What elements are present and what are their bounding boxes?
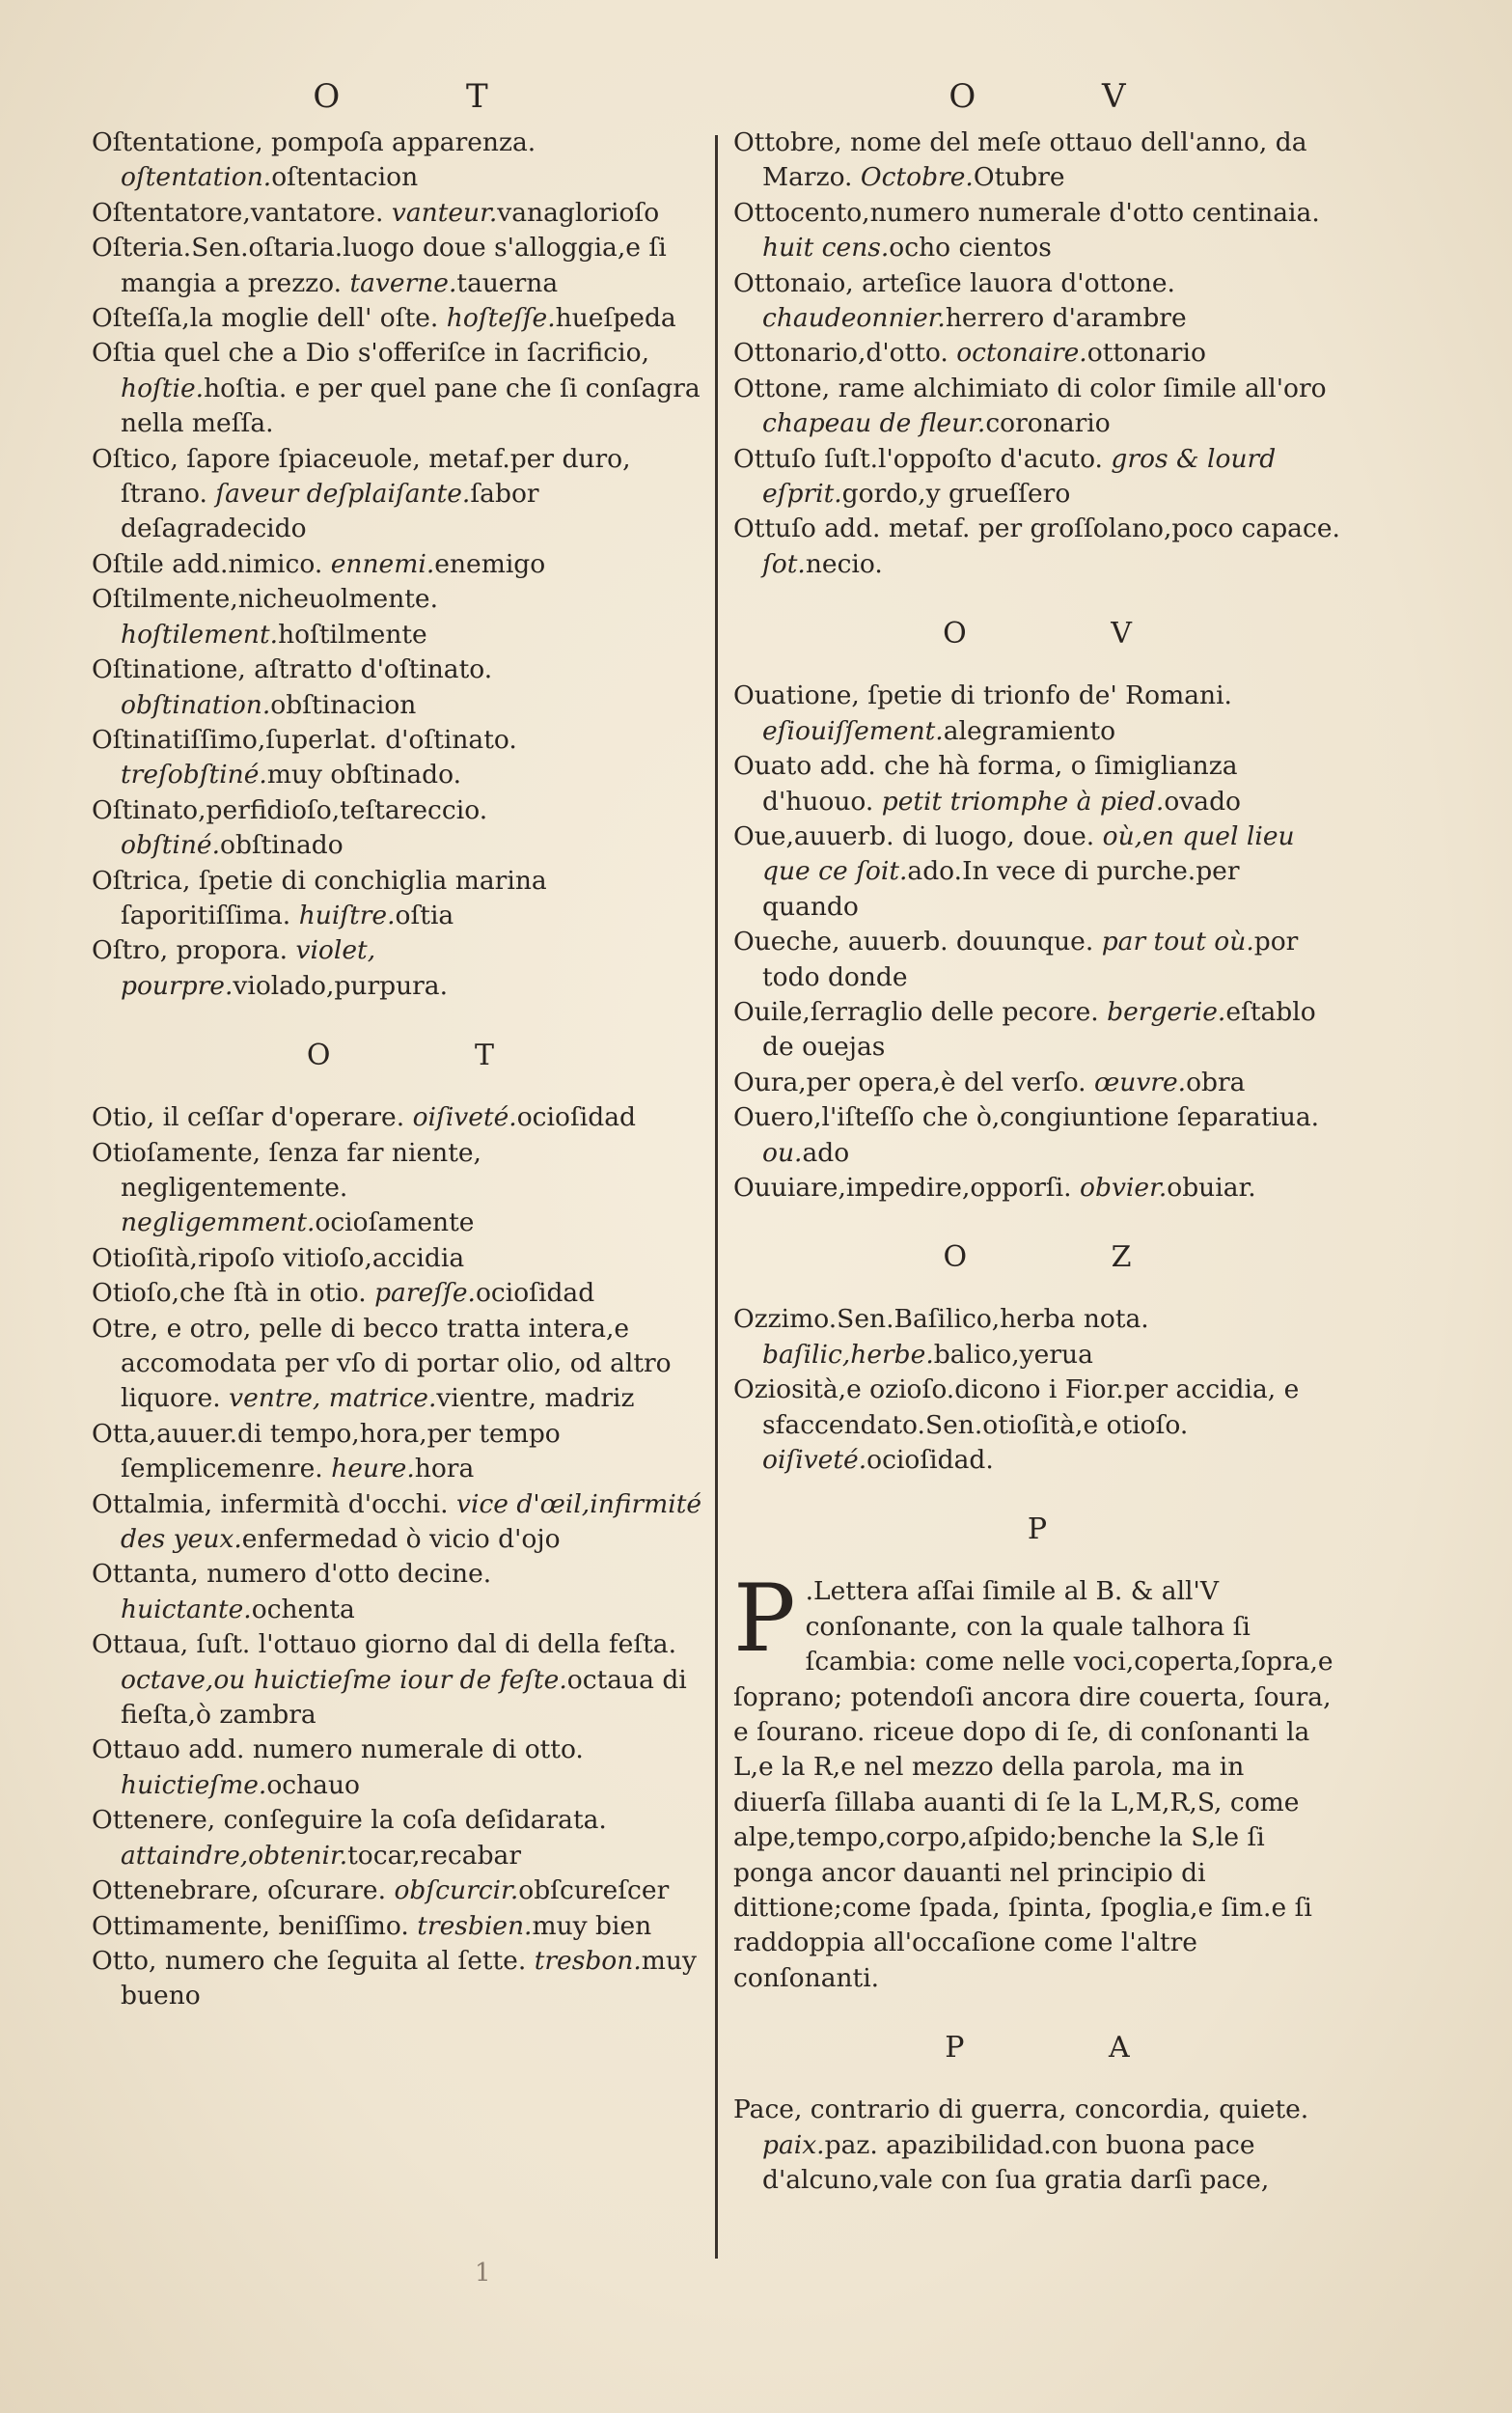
dictionary-entry (733, 1066, 1341, 1100)
entry-spanish: hoſtia. e per quel pane che ſi conſagra nella meſſa. (121, 373, 701, 439)
entry-italian: Otioſo,che ſtà in otio. (92, 1278, 367, 1309)
dictionary-entry (92, 793, 709, 864)
entry-spanish: ocioſidad (475, 1278, 595, 1309)
entry-spanish: ſabor deſagradecido (121, 479, 539, 544)
entry-italian: Oſtico, ſapore ſpiaceuole, metaf.per duro, ſtrano. (92, 443, 631, 510)
running-header-left: O T (313, 77, 546, 116)
entry-french: hoſteſſe. (446, 303, 556, 334)
dictionary-entry (733, 125, 1341, 196)
entry-french: pareſſe. (374, 1278, 476, 1309)
dictionary-entry (92, 1487, 709, 1558)
entry-spanish: coronario (985, 408, 1111, 439)
dictionary-entry (733, 925, 1341, 995)
dictionary-entry (92, 1909, 709, 1944)
entry-italian: Otta,auuer.di tempo,hora,per tempo ſemplicemenre. (92, 1418, 561, 1484)
entry-spanish: alegramiento (943, 715, 1116, 746)
dictionary-entry (733, 819, 1341, 925)
entry-italian: Oſtinatiſſimo,ſuperlat. d'oſtinato. (92, 724, 517, 755)
entry-italian: Oſtia quel che a Dio s'offeriſce in ſacrificio, (92, 338, 650, 369)
dictionary-entry (92, 1417, 709, 1487)
dictionary-entry (92, 723, 709, 793)
entry-french: hoſtie. (121, 373, 205, 403)
page-mark: 1 (475, 2259, 491, 2288)
entry-spanish: tocar,recabar (347, 1840, 522, 1871)
entry-italian: Ottenebrare, oſcurare. (92, 1875, 386, 1906)
entry-spanish: vanaglorioſo (497, 197, 660, 228)
entry-spanish: tauerna (456, 267, 559, 298)
entry-french: paix. (762, 2129, 825, 2160)
entry-french: baſilic,herbe. (762, 1339, 934, 1370)
dictionary-entry (92, 1136, 709, 1241)
entry-spanish: ocioſidad. (866, 1445, 994, 1475)
section-heading: O T (306, 1039, 563, 1073)
entry-spanish: enfermedad ò vicio d'ojo (241, 1524, 561, 1555)
entry-italian: Ouatione, ſpetie di trionfo de' Romani. (733, 680, 1232, 711)
entry-italian: Ottone, rame alchimiato di color ſimile all'oro (733, 373, 1327, 403)
entry-italian: Ottuſo add. metaf. per groſſolano,poco capace. (733, 513, 1340, 544)
entry-french: chapeau de fleur. (762, 408, 986, 439)
dictionary-entry (733, 1373, 1341, 1478)
dictionary-entry (92, 864, 709, 934)
entry-italian: Ottuſo ſuſt.l'oppoſto d'acuto. (733, 443, 1103, 474)
entry-italian: Ottonaio, arteſice lauora d'ottone. (733, 267, 1175, 298)
entry-italian: Oura,per opera,è del verſo. (733, 1067, 1086, 1097)
entry-french: huictante. (121, 1594, 252, 1624)
entry-french: attaindre,obtenir. (121, 1840, 348, 1871)
entry-spanish: ado (802, 1137, 850, 1168)
entry-italian: Oſteria.Sen.oſtaria.luogo doue s'alloggia,e ſi mangia a prezzo. (92, 233, 667, 298)
entry-spanish: vientre, madriz (436, 1383, 635, 1414)
entry-french: Octobre. (860, 162, 974, 193)
right-column (733, 68, 1341, 2199)
entry-italian: Ouuiare,impedire,opporſi. (733, 1172, 1072, 1203)
dictionary-entry (92, 1733, 709, 1803)
entry-italian: Otioſità,ripoſo vitioſo,accidia (92, 1242, 465, 1273)
dictionary-entry (92, 933, 709, 1004)
dictionary-entry (92, 231, 709, 301)
dictionary-entry (733, 679, 1341, 749)
entry-french: vanteur. (391, 197, 498, 228)
entry-spanish: muy obſtinado. (266, 760, 462, 790)
entry-french: ventre, matrice. (229, 1383, 437, 1414)
entry-list (92, 1100, 709, 2014)
entry-spanish: violado,purpura. (233, 970, 449, 1001)
entry-italian: Oziosità,e ozioſo.dicono i Fior.per accidia, e sfaccendato.Sen.otioſità,e otioſo. (733, 1374, 1300, 1440)
entry-italian: Oſtro, propora. (92, 935, 289, 966)
dictionary-entry (92, 125, 709, 196)
entry-french: octonaire. (956, 338, 1087, 369)
entry-french: negligemment. (121, 1207, 316, 1238)
entry-italian: Otre, e otro, pelle di becco tratta intera,e accomodata per vſo di portar olio, od altro liquore. (92, 1313, 672, 1414)
entry-french: chaudeonnier. (762, 303, 946, 334)
entry-french: huiſtre. (298, 900, 396, 930)
entry-french: bergerie. (1107, 996, 1226, 1027)
entry-spanish: muy bien (532, 1910, 652, 1941)
dictionary-entry (92, 1944, 709, 2014)
section-heading: P (1027, 1512, 1115, 1547)
entry-spanish: necio. (805, 548, 883, 579)
entry-spanish: enemigo (434, 548, 546, 579)
dictionary-entry (733, 512, 1341, 582)
dictionary-entry (92, 1557, 709, 1627)
entry-french: œuvre. (1094, 1067, 1187, 1097)
section-heading: O V (943, 617, 1199, 652)
entry-spanish: gordo,y grueſſero (841, 479, 1071, 510)
dictionary-entry (733, 749, 1341, 819)
dictionary-entry (733, 1302, 1341, 1373)
entry-spanish: muy bueno (121, 1945, 697, 2011)
entry-italian: Ozzimo.Sen.Baſilico,herba nota. (733, 1304, 1149, 1335)
running-header-right: O V (948, 77, 1184, 116)
entry-italian: Otioſamente, ſenza far niente, negligentemente. (92, 1137, 481, 1203)
dictionary-entry (92, 1241, 709, 1276)
letter-p-text: .Lettera aſſai ſimile al B. & all'V conſonante, con la quale talhora ſi ſcambia: come nelle voci,coperta,ſopra,e ſoprano; potendoſi ancora dire couerta, ſoura, e ſourano. riceue dopo di ſe, di conſonanti la L,e la R,e nel mezzo della parola, ma in diuerſa ſillaba auanti di ſe la L,M,R,S, come alpe,tempo,corpo,aſpido;benche la S,le ſi ponga ancor dauanti nel principio di dittione;come ſpada, ſpinta, ſpoglia,e ſim.e ſi raddoppia all'occaſione come l'altre conſonanti. (733, 1576, 1333, 1993)
dictionary-entry (92, 1627, 709, 1733)
entry-french: oſtentation. (121, 162, 272, 193)
entry-italian: Ottanta, numero d'otto decine. (92, 1559, 492, 1590)
entry-list (733, 679, 1341, 1206)
entry-spanish: hora (414, 1454, 475, 1484)
entry-french: par tout où. (1101, 927, 1254, 957)
entry-spanish: obſtinado (220, 830, 344, 861)
entry-list (733, 1302, 1341, 1478)
entry-french: obſtination. (121, 689, 271, 720)
entry-spanish: obuiar. (1167, 1172, 1256, 1203)
entry-spanish: ocioſamente (315, 1207, 475, 1238)
entry-spanish: octaua di fieſta,ò zambra (121, 1664, 687, 1731)
dictionary-entry (92, 196, 709, 231)
entry-italian: Pace, contrario di guerra, concordia, quiete. (733, 2094, 1309, 2125)
left-column (92, 68, 709, 2014)
entry-spanish: ochenta (251, 1594, 355, 1624)
dictionary-entry (733, 442, 1341, 513)
entry-italian: Oſtilmente,nicheuolmente. (92, 584, 439, 615)
entry-spanish: obra (1186, 1067, 1246, 1097)
dictionary-entry (92, 301, 709, 336)
entry-spanish: obſtinacion (270, 689, 417, 720)
entry-french: heure. (331, 1454, 415, 1484)
entry-italian: Otio, il ceſſar d'operare. (92, 1102, 405, 1133)
entry-spanish: Otubre (973, 162, 1065, 193)
entry-french: huictieſme. (121, 1769, 267, 1800)
entry-italian: Oſtinatione, aſtratto d'oſtinato. (92, 654, 493, 685)
entry-french: oiſiveté. (762, 1445, 867, 1475)
entry-list (92, 125, 709, 1004)
entry-spanish: obſcureſcer (518, 1875, 670, 1906)
dictionary-entry (92, 1276, 709, 1311)
dictionary-entry (92, 1803, 709, 1873)
entry-italian: Ouile,ſerraglio delle pecore. (733, 996, 1099, 1027)
entry-spanish: ado.In vece di purche.per quando (762, 856, 1240, 922)
entry-italian: Oue,auuerb. di luogo, doue. (733, 820, 1095, 851)
entry-spanish: oſtia (395, 900, 454, 930)
entry-spanish: oſtentacion (271, 162, 419, 193)
entry-french: gros & lourd eſprit. (762, 443, 1277, 510)
section-heading: O Z (943, 1240, 1199, 1275)
entry-spanish: ottonario (1086, 338, 1206, 369)
entry-italian: Oſtrica, ſpetie di conchiglia marina ſaporitiſſima. (92, 865, 547, 930)
entry-french: obſtiné. (121, 830, 221, 861)
entry-italian: Ouato add. che hà forma, o ſimiglianza d'huouo. (733, 751, 1238, 817)
entry-spanish: hoſtilmente (278, 619, 427, 650)
entry-spanish: herrero d'arambre (945, 303, 1187, 334)
dictionary-entry (733, 336, 1341, 371)
entry-french: octave,ou huictieſme iour de feſte. (121, 1664, 567, 1695)
dictionary-entry (733, 372, 1341, 442)
entry-spanish: ocioſidad (516, 1102, 636, 1133)
entry-italian: Oſteſſa,la moglie dell' oſte. (92, 303, 439, 334)
entry-french: tresbien. (417, 1910, 533, 1941)
dictionary-entry (733, 196, 1341, 266)
entry-spanish: paz. apazibilidad.con buona pace d'alcuno,vale con ſua gratia darſi pace, (762, 2129, 1270, 2196)
dictionary-entry (733, 1171, 1341, 1206)
column-divider (715, 135, 718, 2259)
dictionary-entry (92, 1873, 709, 1908)
entry-italian: Oueche, auuerb. douunque. (733, 927, 1094, 957)
entry-italian: Ottenere, conſeguire la coſa deſidarata. (92, 1805, 607, 1836)
entry-spanish: ochauo (266, 1769, 360, 1800)
entry-list (733, 125, 1341, 582)
letter-p-description (733, 1565, 1341, 1996)
entry-italian: Ouero,l'iſteſſo che ò,congiuntione ſeparatiua. (733, 1102, 1320, 1133)
entry-french: oiſiveté. (412, 1102, 517, 1133)
entry-french: ſot. (762, 548, 806, 579)
dictionary-entry (733, 1100, 1341, 1171)
entry-spanish: ocho cientos (889, 233, 1052, 263)
entry-spanish: eſtablo de ouejas (762, 996, 1316, 1063)
entry-french: obvier. (1080, 1172, 1168, 1203)
entry-french: petit triomphe à pied. (881, 786, 1165, 817)
dictionary-entry (92, 547, 709, 582)
entry-french: obſcurcir. (394, 1875, 519, 1906)
entry-spanish: hueſpeda (555, 303, 676, 334)
entry-italian: Ottalmia, infermità d'occhi. (92, 1488, 449, 1519)
entry-italian: Ottobre, nome del meſe ottauo dell'anno, da Marzo. (733, 127, 1307, 193)
entry-italian: Oſtile add.nimico. (92, 548, 323, 579)
entry-french: taverne. (349, 267, 457, 298)
entry-spanish: balico,yerua (933, 1339, 1093, 1370)
entry-italian: Oſtentatione, pompoſa apparenza. (92, 127, 536, 157)
entry-french: ennemi. (330, 548, 435, 579)
entry-french: hoſtilement. (121, 619, 279, 650)
entry-italian: Ottaua, ſuſt. l'ottauo giorno dal di della feſta. (92, 1629, 676, 1660)
dictionary-entry (733, 266, 1341, 337)
entry-french: huit cens. (762, 233, 890, 263)
entry-french: ou. (762, 1137, 803, 1168)
dictionary-entry (92, 336, 709, 441)
section-heading: P A (945, 2031, 1197, 2066)
entry-french: ſaveur deſplaiſante. (215, 479, 471, 510)
entry-spanish: por todo donde (762, 927, 1299, 992)
dictionary-entry (92, 652, 709, 723)
entry-italian: Ottonario,d'otto. (733, 338, 948, 369)
entry-italian: Otto, numero che ſeguita al ſette. (92, 1945, 527, 1976)
dictionary-entry (92, 1312, 709, 1417)
dictionary-entry (733, 2093, 1341, 2198)
entry-italian: Oſtinato,perfidioſo,teſtareccio. (92, 794, 488, 825)
entry-french: tresbon. (534, 1945, 642, 1976)
entry-italian: Ottocento,numero numerale d'otto centinaia. (733, 197, 1320, 228)
entry-list (733, 2093, 1341, 2198)
dictionary-entry (92, 1100, 709, 1135)
entry-french: vice d'œil,infirmité des yeux. (121, 1488, 702, 1555)
dictionary-entry (92, 442, 709, 547)
dictionary-entry (733, 995, 1341, 1066)
dictionary-entry (92, 582, 709, 652)
entry-french: où,en quel lieu que ce ſoit. (762, 820, 1295, 887)
entry-spanish: ovado (1164, 786, 1242, 817)
entry-french: violet, pourpre. (121, 935, 376, 1001)
entry-french: eſiouiſſement. (762, 715, 944, 746)
entry-french: treſobſtiné. (121, 760, 267, 790)
entry-italian: Oſtentatore,vantatore. (92, 197, 384, 228)
entry-italian: Ottimamente, beniſſimo. (92, 1910, 409, 1941)
entry-italian: Ottauo add. numero numerale di otto. (92, 1734, 584, 1765)
drop-cap: P (733, 1565, 796, 1674)
